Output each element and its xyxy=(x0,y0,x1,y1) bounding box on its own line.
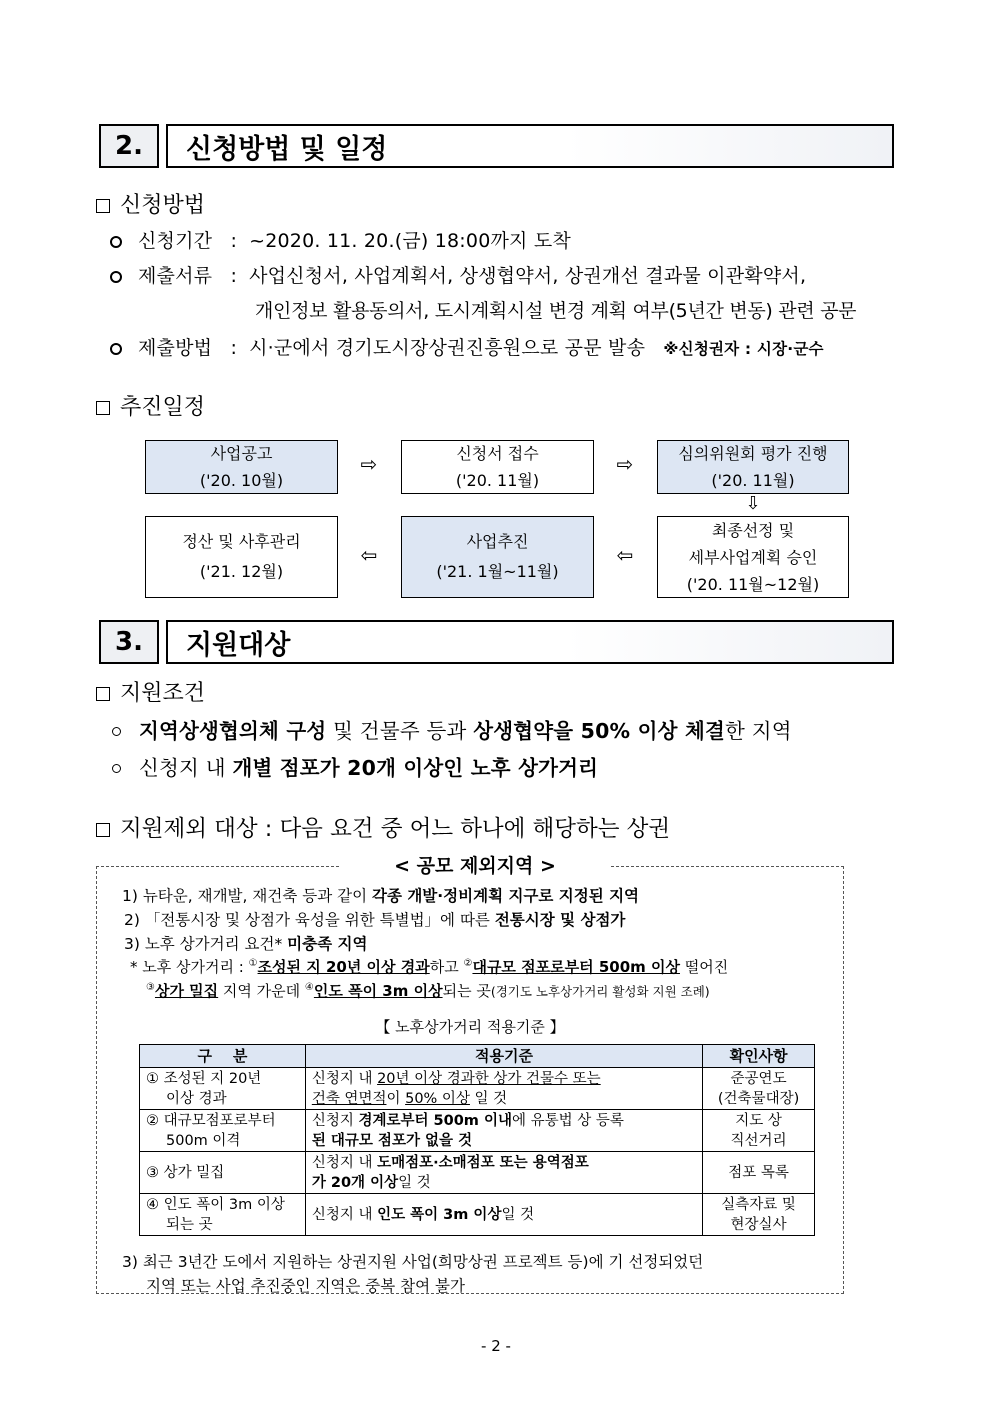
flow-step-execute: 사업추진 ('21. 1월~11월) xyxy=(401,516,594,598)
exclusion-heading: 지원제외 대상 : 다음 요건 중 어느 하나에 해당하는 상권 xyxy=(96,811,670,843)
table-row: ③ 상가 밀집 신청지 내 도매점포·소매점포 또는 용역점포 가 20개 이상일 것 점포 목록 xyxy=(140,1152,815,1194)
table-row: ① 조성된 지 20년 이상 경과 신청지 내 20년 이상 경과한 상가 건물수 또는 건축 연면적이 50% 이상 일 것 준공연도 (건축물대장) xyxy=(140,1068,815,1110)
documents-line-2: 개인정보 활용동의서, 도시계획시설 변경 계획 여부(5년간 변동) 관련 공문 xyxy=(255,300,857,322)
arrow-down-icon: ⇩ xyxy=(745,493,761,514)
condition-heading: 지원조건 xyxy=(96,676,205,707)
flow-step-review: 심의위원회 평가 진행 ('20. 11월) xyxy=(657,440,849,494)
arrow-left-icon: ⇦ xyxy=(360,543,378,567)
circle-bullet-icon xyxy=(112,764,121,773)
condition-1: 지역상생협의체 구성 및 건물주 등과 상생협약을 50% 이상 체결한 지역 xyxy=(112,714,792,744)
flow-step-final: 최종선정 및 세부사업계획 승인 ('20. 11월~12월) xyxy=(657,516,849,598)
exclusion-4: 3) 최근 3년간 도에서 지원하는 상권지원 사업(희망상권 프로젝트 등)에 기 선정되었던 xyxy=(122,1253,704,1271)
exclusion-box-title: < 공모 제외지역 > xyxy=(340,851,610,878)
exclusion-2: 2) 「전통시장 및 상점가 육성을 위한 특별법」에 따른 전통시장 및 상점가 xyxy=(124,911,626,929)
page-number: - 2 - xyxy=(481,1337,511,1355)
circle-bullet-icon xyxy=(110,343,122,355)
table-title: 【 노후상가거리 적용기준 】 xyxy=(375,1018,565,1036)
applicant-note: ※신청권자 : 시장·군수 xyxy=(663,340,824,358)
section-number: 2. xyxy=(99,124,159,168)
circle-bullet-icon xyxy=(110,271,122,283)
section-title: 신청방법 및 일정 xyxy=(166,124,894,168)
flow-step-settle: 정산 및 사후관리 ('21. 12월) xyxy=(145,516,338,598)
submit-method-line: 제출방법 : 시·군에서 경기도시장상권진흥원으로 공문 발송 ※신청권자 : 시장·군수 xyxy=(110,333,824,360)
arrow-right-icon: ⇨ xyxy=(616,452,634,476)
flow-step-announce: 사업공고 ('20. 10월) xyxy=(145,440,338,494)
table-header: 적용기준 xyxy=(305,1045,702,1068)
arrow-left-icon: ⇦ xyxy=(616,543,634,567)
circle-bullet-icon xyxy=(112,727,121,736)
flow-step-receive: 신청서 접수 ('20. 11월) xyxy=(401,440,594,494)
schedule-heading: 추진일정 xyxy=(96,390,205,421)
checkbox-square-icon xyxy=(96,199,110,213)
exclusion-4-cont: 지역 또는 사업 추진중인 지역은 중복 참여 불가 xyxy=(146,1277,465,1295)
exclusion-3: 3) 노후 상가거리 요건* 미충족 지역 xyxy=(124,935,368,953)
exclusion-note-1: * 노후 상가거리 : ①조성된 지 20년 이상 경과하고 ②대규모 점포로부터 500m 이상 떨어진 xyxy=(130,958,729,976)
table-row: ④ 인도 폭이 3m 이상 되는 곳 신청지 내 인도 폭이 3m 이상일 것 실측자료 및 현장실사 xyxy=(140,1194,815,1236)
arrow-right-icon: ⇨ xyxy=(360,452,378,476)
section-number: 3. xyxy=(99,620,159,664)
documents-line: 제출서류 : 사업신청서, 사업계획서, 상생협약서, 상권개선 결과물 이관확약서, xyxy=(110,261,806,288)
method-heading: 신청방법 xyxy=(96,188,205,219)
criteria-table xyxy=(139,1044,815,1236)
checkbox-square-icon xyxy=(96,687,110,701)
exclusion-note-2: ③상가 밀집 지역 가운데 ④인도 폭이 3m 이상되는 곳(경기도 노후상가거리 활성화 지원 조례) xyxy=(146,982,710,1000)
table-row: ② 대규모점포로부터 500m 이격 신청지 경계로부터 500m 이내에 유통법 상 등록 된 대규모 점포가 없을 것 지도 상 직선거리 xyxy=(140,1110,815,1152)
table-header: 확인사항 xyxy=(703,1045,815,1068)
checkbox-square-icon xyxy=(96,401,110,415)
circle-bullet-icon xyxy=(110,236,122,248)
exclusion-1: 1) 뉴타운, 재개발, 재건축 등과 같이 각종 개발·정비계획 지구로 지정된 지역 xyxy=(122,887,640,905)
checkbox-square-icon xyxy=(96,823,110,837)
table-header: 구 분 xyxy=(140,1045,306,1068)
condition-2: 신청지 내 개별 점포가 20개 이상인 노후 상가거리 xyxy=(112,751,598,781)
period-line: 신청기간 : ~2020. 11. 20.(금) 18:00까지 도착 xyxy=(110,226,571,253)
section-title: 지원대상 xyxy=(166,620,894,664)
